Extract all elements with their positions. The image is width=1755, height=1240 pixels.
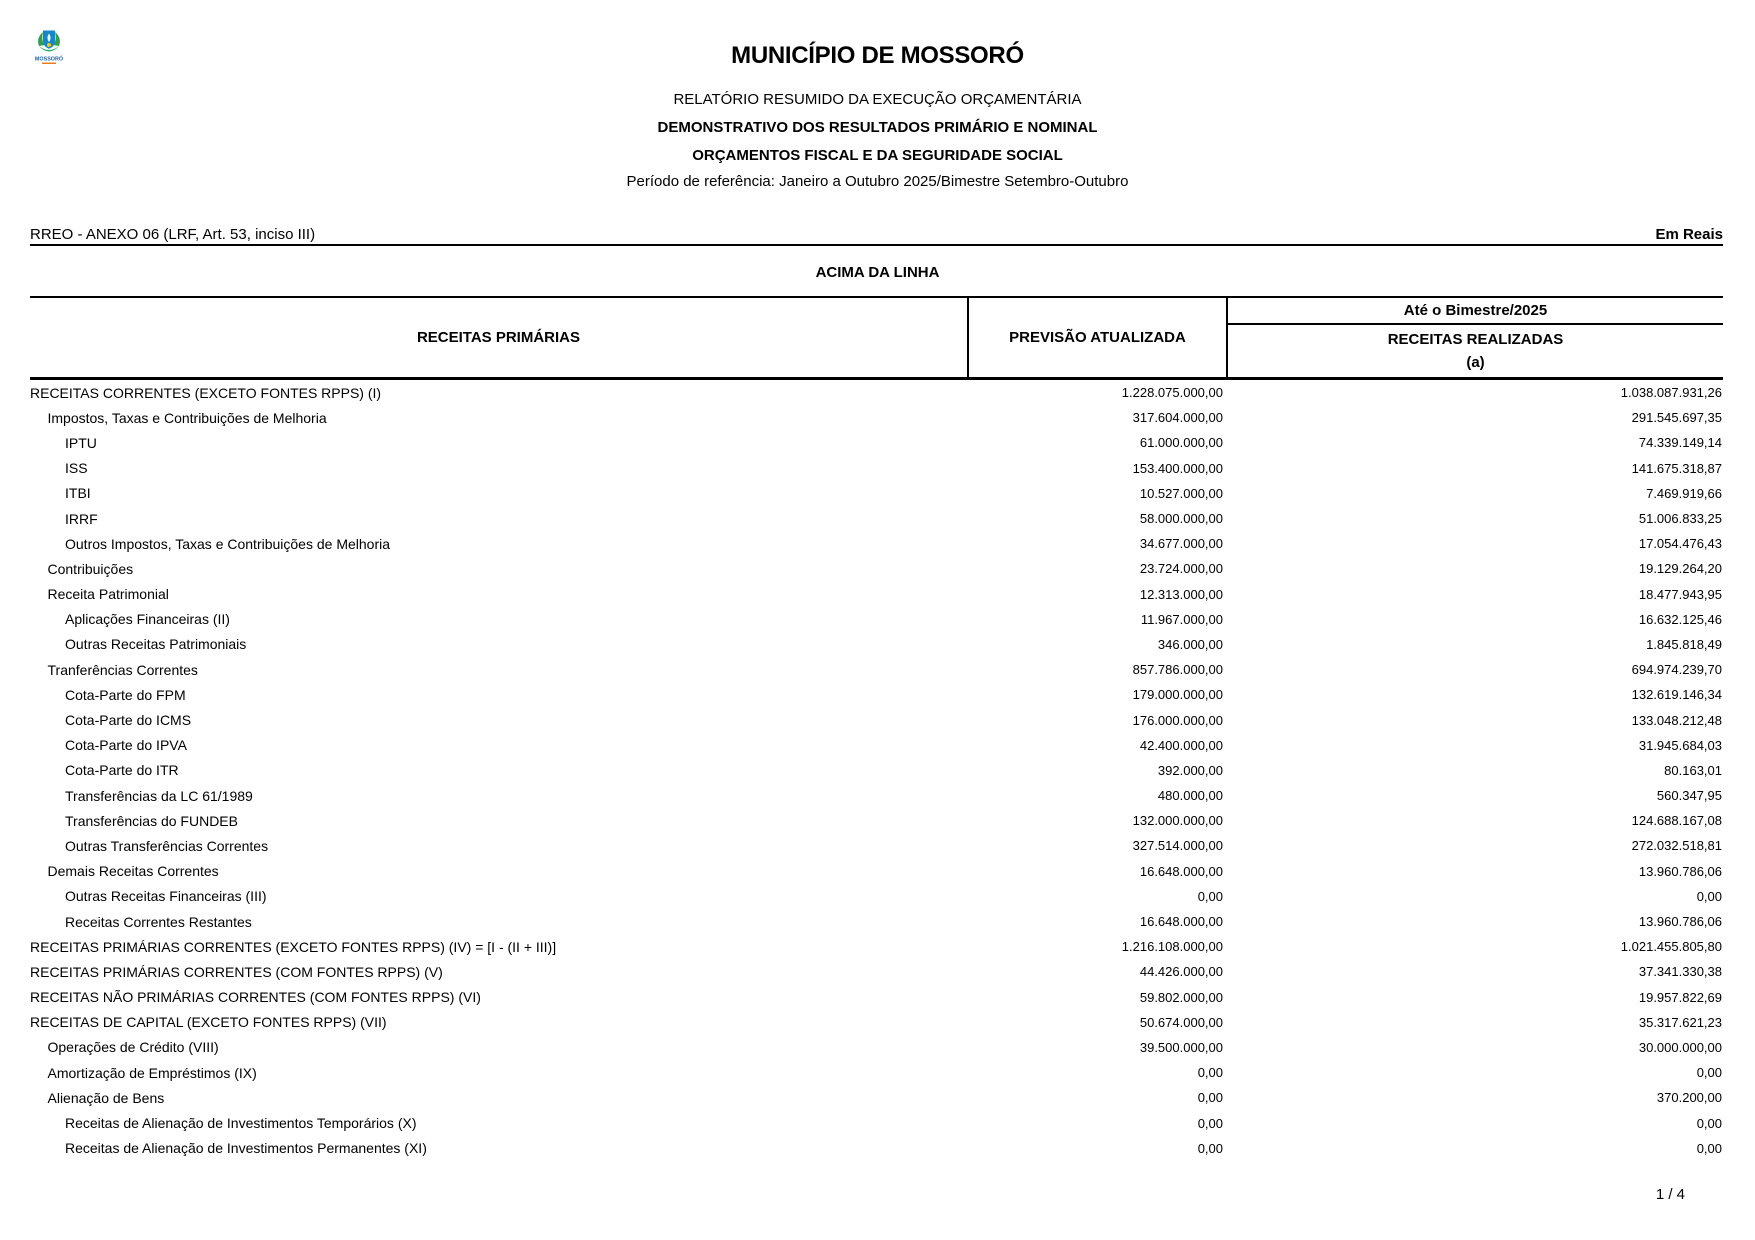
row-realizada: 0,00: [1696, 1140, 1722, 1156]
row-realizada: 37.341.330,38: [1638, 964, 1722, 980]
page-number: 1 / 4: [1655, 1186, 1685, 1203]
row-label: Transferências da LC 61/1989: [65, 787, 253, 804]
table-row: [30, 733, 1723, 758]
row-realizada: 7.469.919,66: [1646, 485, 1722, 501]
table-row: [30, 531, 1723, 556]
table-row: [30, 506, 1723, 531]
table-row: [30, 859, 1723, 884]
row-previsao: 857.786.000,00: [1132, 662, 1223, 678]
table-row: [30, 1035, 1723, 1060]
row-realizada: 18.477.943,95: [1638, 586, 1722, 602]
column-header-receitas-realizadas: RECEITAS REALIZADAS: [1387, 331, 1564, 348]
row-realizada: 133.048.212,48: [1631, 712, 1722, 728]
table-row: [30, 632, 1723, 657]
table-row: [30, 758, 1723, 783]
table-row: [30, 934, 1723, 959]
column-subheader-a: (a): [1466, 354, 1485, 371]
row-label: Transferências do FUNDEB: [65, 812, 238, 829]
row-realizada: 0,00: [1696, 1115, 1722, 1131]
column-header-receitas-realizadas-wrap: [1228, 325, 1723, 377]
row-previsao: 10.527.000,00: [1139, 485, 1223, 501]
row-label: IPTU: [65, 434, 97, 451]
row-previsao: 327.514.000,00: [1132, 838, 1223, 854]
page-title: MUNICÍPIO DE MOSSORÓ: [731, 42, 1024, 69]
row-label: Alienação de Bens: [47, 1089, 165, 1106]
row-label: Outras Receitas Financeiras (III): [65, 888, 267, 905]
table-row: [30, 556, 1723, 581]
table-row: [30, 1060, 1723, 1085]
table-row: [30, 405, 1723, 430]
row-realizada: 35.317.621,23: [1638, 1014, 1722, 1030]
row-previsao: 39.500.000,00: [1139, 1039, 1223, 1055]
row-previsao: 16.648.000,00: [1139, 863, 1223, 879]
table-row: [30, 808, 1723, 833]
table-row: [30, 959, 1723, 984]
row-label: RECEITAS CORRENTES (EXCETO FONTES RPPS) (I): [30, 384, 382, 401]
row-previsao: 23.724.000,00: [1139, 561, 1223, 577]
table-row: [30, 833, 1723, 858]
table-row: [30, 1085, 1723, 1110]
row-label: Outras Transferências Correntes: [65, 837, 269, 854]
row-label: Demais Receitas Correntes: [47, 863, 219, 880]
row-previsao: 132.000.000,00: [1132, 813, 1223, 829]
row-realizada: 141.675.318,87: [1631, 460, 1722, 476]
row-label: RECEITAS DE CAPITAL (EXCETO FONTES RPPS) (VII): [30, 1014, 387, 1031]
row-previsao: 61.000.000,00: [1139, 435, 1223, 451]
row-realizada: 19.129.264,20: [1638, 561, 1722, 577]
row-label: Contribuições: [47, 560, 134, 577]
row-previsao: 0,00: [1197, 1090, 1223, 1106]
table-row: [30, 380, 1723, 405]
table-header: [30, 296, 1723, 380]
column-header-receitas-primarias: RECEITAS PRIMÁRIAS: [416, 329, 581, 346]
row-label: Receitas de Alienação de Investimentos Temporários (X): [65, 1115, 417, 1132]
row-realizada: 132.619.146,34: [1631, 687, 1722, 703]
row-realizada: 560.347,95: [1656, 788, 1722, 804]
row-realizada: 1.845.818,49: [1646, 636, 1722, 652]
row-previsao: 480.000,00: [1157, 788, 1223, 804]
row-previsao: 0,00: [1197, 888, 1223, 904]
row-label: ISS: [65, 460, 88, 477]
row-realizada: 1.038.087.931,26: [1620, 385, 1722, 401]
table-row: [30, 582, 1723, 607]
table-row: [30, 481, 1723, 506]
table-row: [30, 607, 1723, 632]
row-realizada: 13.960.786,06: [1638, 863, 1722, 879]
row-previsao: 392.000,00: [1157, 762, 1223, 778]
row-label: Receitas de Alienação de Investimentos Permanentes (XI): [65, 1140, 427, 1157]
row-label: Receitas Correntes Restantes: [65, 913, 252, 930]
table-row: [30, 909, 1723, 934]
row-label: RECEITAS PRIMÁRIAS CORRENTES (EXCETO FONTES RPPS) (IV) = [I - (II + III)]: [30, 938, 557, 955]
svg-text:MOSSORÓ: MOSSORÓ: [34, 56, 64, 63]
row-previsao: 58.000.000,00: [1139, 511, 1223, 527]
row-previsao: 1.228.075.000,00: [1121, 385, 1223, 401]
row-label: Operações de Crédito (VIII): [47, 1039, 219, 1056]
annex-meta-row: [30, 222, 1723, 246]
row-realizada: 17.054.476,43: [1638, 536, 1722, 552]
row-realizada: 19.957.822,69: [1638, 989, 1722, 1005]
table-row: [30, 430, 1723, 455]
row-label: Outras Receitas Patrimoniais: [65, 636, 247, 653]
table-row: [30, 884, 1723, 909]
row-realizada: 30.000.000,00: [1638, 1039, 1722, 1055]
column-group-ate-o-bimestre: [1228, 298, 1723, 377]
row-realizada: 51.006.833,25: [1638, 511, 1722, 527]
row-label: ITBI: [65, 485, 91, 502]
row-realizada: 31.945.684,03: [1638, 737, 1722, 753]
row-previsao: 42.400.000,00: [1139, 737, 1223, 753]
row-previsao: 16.648.000,00: [1139, 914, 1223, 930]
row-previsao: 176.000.000,00: [1132, 712, 1223, 728]
column-group-header: Até o Bimestre/2025: [1228, 298, 1723, 325]
row-realizada: 124.688.167,08: [1631, 813, 1722, 829]
row-label: Impostos, Taxas e Contribuições de Melhoria: [47, 409, 327, 426]
row-previsao: 44.426.000,00: [1139, 964, 1223, 980]
row-realizada: 0,00: [1696, 1065, 1722, 1081]
row-label: Receita Patrimonial: [47, 586, 169, 603]
row-previsao: 317.604.000,00: [1132, 410, 1223, 426]
row-label: Amortização de Empréstimos (IX): [47, 1064, 257, 1081]
report-subtitle-2: DEMONSTRATIVO DOS RESULTADOS PRIMÁRIO E NOMINAL: [657, 119, 1098, 136]
table-row: [30, 1110, 1723, 1135]
column-header-previsao-atualizada: PREVISÃO ATUALIZADA: [967, 298, 1228, 377]
row-label: RECEITAS NÃO PRIMÁRIAS CORRENTES (COM FONTES RPPS) (VI): [30, 989, 481, 1006]
row-realizada: 80.163,01: [1664, 762, 1722, 778]
table-row: [30, 707, 1723, 732]
row-previsao: 11.967.000,00: [1140, 611, 1223, 627]
row-realizada: 694.974.239,70: [1631, 662, 1722, 678]
table-row: [30, 985, 1723, 1010]
row-label: Cota-Parte do ITR: [65, 762, 179, 779]
table-body: [30, 380, 1723, 1161]
row-previsao: 12.313.000,00: [1139, 586, 1223, 602]
table-row: [30, 657, 1723, 682]
row-previsao: 346.000,00: [1157, 636, 1223, 652]
table-row: [30, 682, 1723, 707]
row-realizada: 0,00: [1696, 888, 1722, 904]
row-label: Cota-Parte do IPVA: [65, 737, 187, 754]
row-label: Cota-Parte do FPM: [65, 686, 186, 703]
row-previsao: 0,00: [1197, 1115, 1223, 1131]
table-row: [30, 1010, 1723, 1035]
row-realizada: 1.021.455.805,80: [1620, 939, 1722, 955]
reference-period: Período de referência: Janeiro a Outubro 2025/Bimestre Setembro-Outubro: [626, 173, 1129, 190]
row-previsao: 0,00: [1197, 1140, 1223, 1156]
row-label: Aplicações Financeiras (II): [65, 611, 230, 628]
row-realizada: 370.200,00: [1656, 1090, 1722, 1106]
row-label: Tranferências Correntes: [47, 661, 198, 678]
row-previsao: 50.674.000,00: [1139, 1014, 1223, 1030]
row-previsao: 179.000.000,00: [1132, 687, 1223, 703]
row-label: IRRF: [65, 510, 98, 527]
revenues-table: [30, 296, 1723, 1161]
row-label: Outros Impostos, Taxas e Contribuições de Melhoria: [65, 535, 391, 552]
report-subtitle-3: ORÇAMENTOS FISCAL E DA SEGURIDADE SOCIAL: [692, 147, 1063, 164]
row-realizada: 272.032.518,81: [1631, 838, 1722, 854]
table-row: [30, 1136, 1723, 1161]
row-previsao: 34.677.000,00: [1139, 536, 1223, 552]
report-subtitle-1: RELATÓRIO RESUMIDO DA EXECUÇÃO ORÇAMENTÁRIA: [673, 91, 1082, 108]
row-label: Cota-Parte do ICMS: [65, 712, 192, 729]
row-previsao: 1.216.108.000,00: [1121, 939, 1223, 955]
currency-note: Em Reais: [1655, 226, 1723, 243]
row-previsao: 0,00: [1197, 1065, 1223, 1081]
table-row: [30, 783, 1723, 808]
row-previsao: 59.802.000,00: [1139, 989, 1223, 1005]
row-previsao: 153.400.000,00: [1132, 460, 1223, 476]
annex-label: RREO - ANEXO 06 (LRF, Art. 53, inciso III): [30, 226, 316, 243]
row-realizada: 16.632.125,46: [1638, 611, 1722, 627]
row-realizada: 74.339.149,14: [1638, 435, 1722, 451]
table-row: [30, 456, 1723, 481]
row-realizada: 13.960.786,06: [1638, 914, 1722, 930]
section-title: ACIMA DA LINHA: [815, 264, 940, 281]
row-label: RECEITAS PRIMÁRIAS CORRENTES (COM FONTES RPPS) (V): [30, 963, 443, 980]
row-realizada: 291.545.697,35: [1631, 410, 1722, 426]
